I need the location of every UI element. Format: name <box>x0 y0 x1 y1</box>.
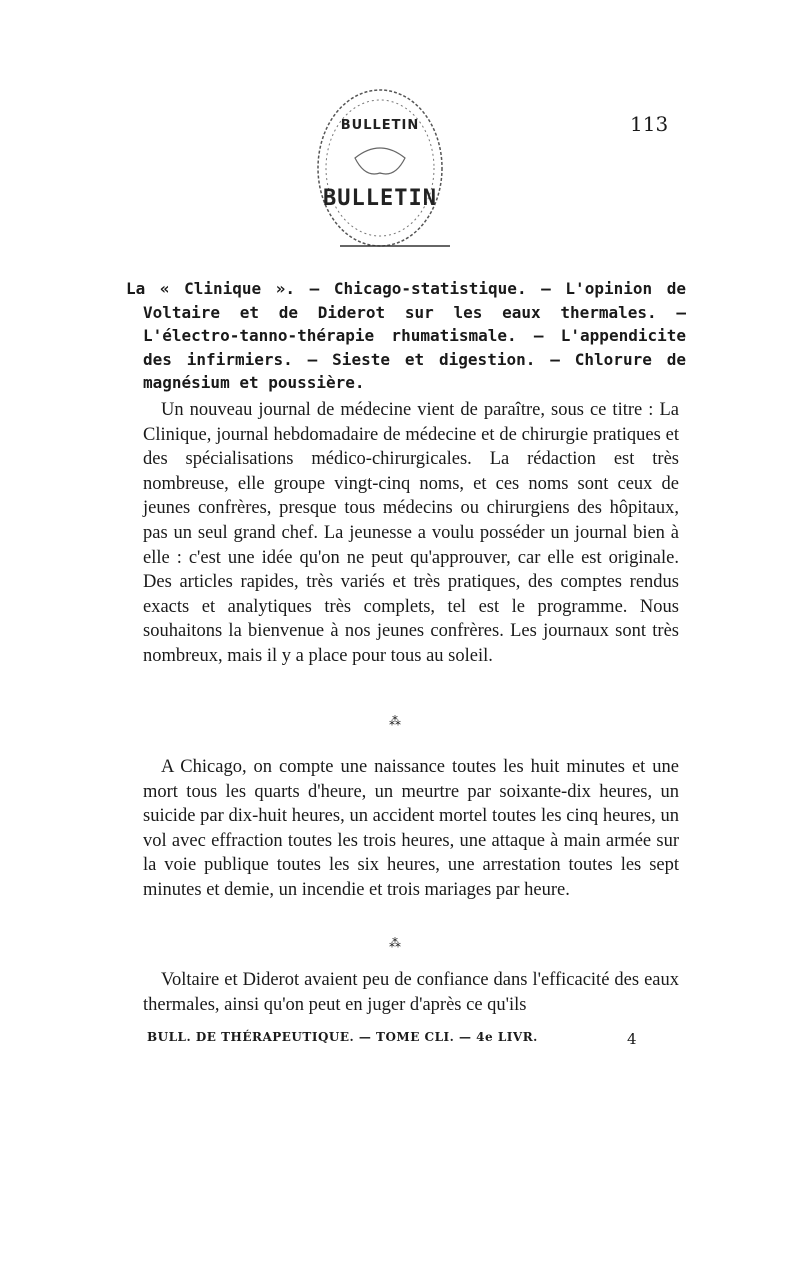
paragraph-text: Voltaire et Diderot avaient peu de confiance dans l'efficacité des eaux thermales, ainsi qu'on peut en juger d'après ce qu'ils <box>143 970 679 1015</box>
stamp-text-main: BULLETIN <box>323 186 437 211</box>
paragraph-chicago <box>143 755 679 903</box>
paragraph-voltaire <box>143 968 679 1017</box>
section-separator: ⁂ <box>389 714 401 728</box>
library-stamp <box>300 78 460 258</box>
paragraph-text: A Chicago, on compte une naissance toutes les huit minutes et une mort tous les quarts d'heure, un meurtre par soixante-dix heures, un suicide par dix-huit heures, un accident mortel toutes les cinq heures, un vol avec effraction toutes les trois heures, une attaque à main armée sur la voie publique toutes les six heures, une arrestation toutes les sept minutes et demie, un incendie et trois mariages par heure. <box>143 757 679 900</box>
paragraph-clinique <box>143 398 679 669</box>
page-number: 113 <box>630 112 669 136</box>
running-title: BULL. DE THÉRAPEUTIQUE. — TOME CLI. — 4e LIVR. <box>147 1030 538 1044</box>
page-footer <box>147 1030 637 1048</box>
stamp-text-top: BULLETIN <box>340 118 420 133</box>
summary-text: La « Clinique ». — Chicago-statistique. — L'opinion de Voltaire et de Diderot sur les eaux thermales. — L'électro-tanno-thérapie rhumatismale. — L'appendicite des infirmiers. — Sieste et digestion. — Chlorure de magnésium et poussière. <box>126 279 686 392</box>
section-separator: ⁂ <box>389 936 401 950</box>
chapter-summary <box>126 277 686 395</box>
stamp-seal-graphic <box>300 78 460 258</box>
paragraph-text: Un nouveau journal de médecine vient de paraître, sous ce titre : La Clinique, journal hebdomadaire de médecine et de chirurgie pratiques et des spécialisations médico-chirurgicales. La rédaction est très nombreuse, elle groupe vingt-cinq noms, et ces noms sont ceux de jeunes confrères, presque tous médecins ou chirurgiens des hôpitaux, pas un seul grand chef. La jeunesse a voulu posséder un journal bien à elle : c'est une idée qu'on ne peut qu'approuver, car elle est originale. Des articles rapides, très variés et très pratiques, des comptes rendus exacts et analytiques très complets, tel est le programme. Nous souhaitons la bienvenue à nos jeunes confrères. Les journaux sont très nombreux, mais il y a place pour tous au soleil. <box>143 400 679 666</box>
signature-mark: 4 <box>626 1030 637 1048</box>
